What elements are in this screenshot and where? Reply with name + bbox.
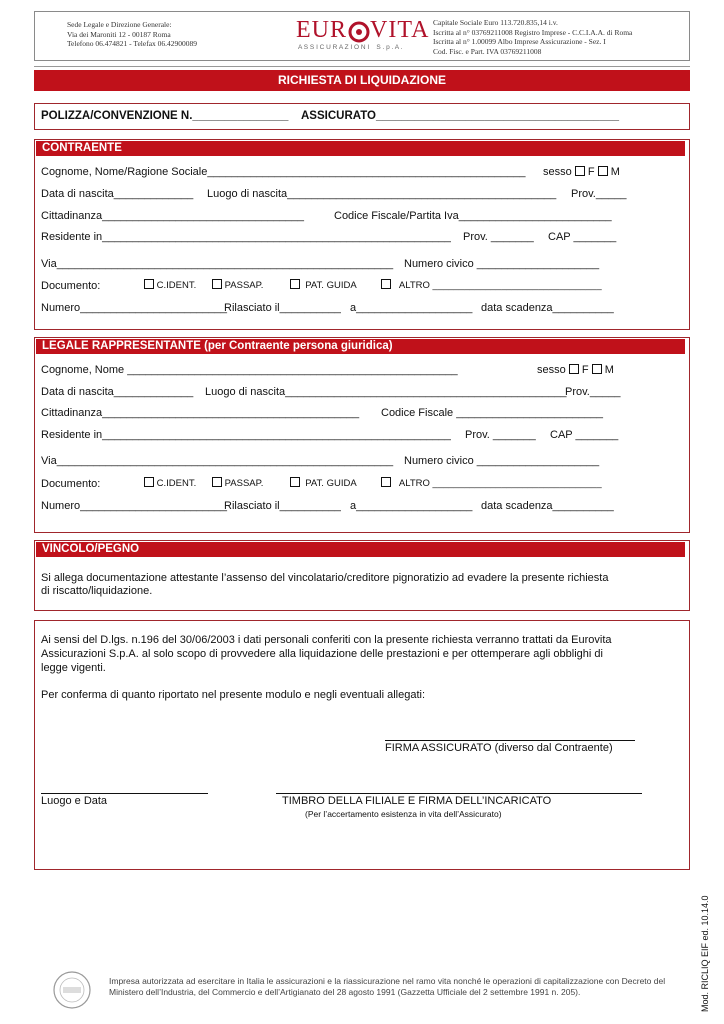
- footer-text-2: Ministero dell’Industria, del Commercio e dell’Artigianato del 28 agosto 1991 (Gazzetta Ufficiale del 2 settembre 1991 n. 205).: [109, 987, 581, 997]
- doc-lic-label: PAT. GUIDA: [305, 478, 357, 489]
- contraente-sex: [543, 166, 620, 178]
- doc-id-checkbox[interactable]: [144, 279, 154, 289]
- ania-seal-icon: [52, 970, 92, 1010]
- place-date-label: Luogo e Data: [41, 795, 108, 807]
- doc-other-checkbox[interactable]: [381, 477, 391, 487]
- legale-birthdate-field[interactable]: Data di nascita_____________: [41, 386, 194, 398]
- contraente-street-field[interactable]: Via_______________________________________________________: [41, 258, 394, 270]
- legale-citizenship-field[interactable]: Cittadinanza__________________________________________: [41, 407, 360, 419]
- doc-other-option[interactable]: [381, 279, 602, 291]
- doc-id-checkbox[interactable]: [144, 477, 154, 487]
- privacy-confirm: Per conferma di quanto riportato nel presente modulo e negli eventuali allegati:: [41, 689, 426, 701]
- contraente-citizenship-field[interactable]: Cittadinanza_________________________________: [41, 210, 305, 222]
- office-title: Sede Legale e Direzione Generale:: [67, 20, 172, 29]
- insured-field[interactable]: ASSICURATO______________________________________: [301, 110, 620, 122]
- sex-m-checkbox[interactable]: [592, 364, 602, 374]
- insured-signature-line[interactable]: [385, 740, 635, 741]
- header-divider: [34, 66, 690, 67]
- policy-number-field[interactable]: POLIZZA/CONVENZIONE N._______________: [41, 110, 289, 122]
- legale-taxcode-field[interactable]: Codice Fiscale ________________________: [381, 407, 604, 419]
- legale-residence-field[interactable]: Residente in_________________________________________________________: [41, 429, 451, 441]
- reg-capital: Capitale Sociale Euro 113.720.835,14 i.v.: [433, 18, 558, 27]
- logo-subtitle: A S S I C U R A Z I O N I S . p . A .: [298, 44, 403, 51]
- contraente-name-field[interactable]: Cognome, Nome/Ragione Sociale____________________________________________________: [41, 166, 526, 178]
- legale-heading: LEGALE RAPPRESENTANTE (per Contraente persona giuridica): [36, 339, 685, 354]
- contraente-birthdate-field[interactable]: Data di nascita_____________: [41, 188, 194, 200]
- legale-name-field[interactable]: Cognome, Nome ______________________________________________________: [41, 364, 458, 376]
- vincolo-text-1: Si allega documentazione attestante l’assenso del vincolatario/creditore pignoratizio ad evadere la presente richiesta: [41, 572, 609, 584]
- contraente-issued-field[interactable]: Rilasciato il__________: [224, 302, 341, 314]
- legale-sex: [537, 364, 614, 376]
- contraente-birthplace-field[interactable]: Luogo di nascita____________________________________________: [207, 188, 557, 200]
- contraente-issued-at-field[interactable]: a___________________: [350, 302, 473, 314]
- contraente-document-row: [41, 280, 100, 292]
- contraente-residence-field[interactable]: Residente in_________________________________________________________: [41, 231, 451, 243]
- logo-emblem-icon: [348, 21, 370, 43]
- doc-lic-label: PAT. GUIDA: [305, 280, 357, 291]
- doc-other-label: ALTRO ________________________________: [398, 478, 602, 489]
- sex-label: sesso: [537, 364, 566, 376]
- sex-label: sesso: [543, 166, 572, 178]
- doc-pass-option[interactable]: [212, 279, 263, 291]
- contraente-taxcode-field[interactable]: Codice Fiscale/Partita Iva_________________________: [334, 210, 612, 222]
- eurovita-logo: [296, 17, 430, 55]
- legale-doc-number-field[interactable]: Numero________________________: [41, 500, 227, 512]
- footer-text-1: Impresa autorizzata ad esercitare in Italia le assicurazioni e la riassicurazione nel ramo vita nonché le operazioni di capitalizzazione con Decreto del: [109, 976, 666, 986]
- document-label: Documento:: [41, 478, 101, 490]
- sex-f-label: F: [587, 166, 595, 178]
- page-title: [34, 70, 690, 91]
- reg-albo: Iscritta al n° 1.00099 Albo Imprese Assicurazione - Sez. I: [433, 37, 606, 46]
- privacy-text-3: legge vigenti.: [41, 662, 106, 674]
- legale-issued-at-field[interactable]: a___________________: [350, 500, 473, 512]
- legale-document-row: [41, 478, 100, 490]
- contraente-birth-prov-field[interactable]: Prov._____: [571, 188, 627, 200]
- insured-signature-label: FIRMA ASSICURATO (diverso dal Contraente): [385, 742, 613, 754]
- sex-m-label: M: [610, 166, 620, 178]
- legale-street-field[interactable]: Via_______________________________________________________: [41, 455, 394, 467]
- doc-lic-option[interactable]: [290, 477, 357, 489]
- sex-m-checkbox[interactable]: [598, 166, 608, 176]
- logo-text-left: EUR: [296, 17, 347, 43]
- doc-pass-checkbox[interactable]: [212, 279, 222, 289]
- office-phone: Telefono 06.474821 - Telefax 06.42900089: [67, 39, 198, 48]
- legale-civic-field[interactable]: Numero civico ____________________: [404, 455, 600, 467]
- doc-lic-checkbox[interactable]: [290, 477, 300, 487]
- contraente-cap-field[interactable]: CAP _______: [548, 231, 617, 243]
- stamp-signature-label: TIMBRO DELLA FILIALE E FIRMA DELL’INCARICATO: [282, 795, 552, 807]
- doc-lic-option[interactable]: [290, 279, 357, 291]
- doc-pass-checkbox[interactable]: [212, 477, 222, 487]
- doc-pass-option[interactable]: [212, 477, 263, 489]
- legale-issued-field[interactable]: Rilasciato il__________: [224, 500, 341, 512]
- legale-birthplace-field[interactable]: Luogo di nascita______________________________________________: [205, 386, 567, 398]
- office-address: Via dei Maroniti 12 - 00187 Roma: [67, 29, 171, 39]
- doc-other-label: ALTRO ________________________________: [398, 280, 602, 291]
- doc-pass-label: PASSAP.: [224, 280, 264, 291]
- legale-res-prov-field[interactable]: Prov. _______: [465, 429, 536, 441]
- doc-pass-label: PASSAP.: [224, 478, 264, 489]
- stamp-signature-note: (Per l’accertamento esistenza in vita dell’Assicurato): [305, 809, 502, 819]
- legale-cap-field[interactable]: CAP _______: [550, 429, 619, 441]
- vincolo-heading: VINCOLO/PEGNO: [36, 542, 685, 557]
- sex-f-checkbox[interactable]: [575, 166, 585, 176]
- registration-info: [433, 18, 632, 56]
- reg-registry: Iscritta al n° 03769211008 Registro Imprese - C.C.I.A.A. di Roma: [433, 27, 633, 37]
- form-code-text: Mod. RICLIQ EIF ed. 10.14.0: [700, 895, 710, 1012]
- stamp-signature-line[interactable]: [276, 793, 642, 794]
- reg-tax: Cod. Fisc. e Part. IVA 03769211008: [433, 46, 542, 56]
- document-label: Documento:: [41, 280, 101, 292]
- contraente-doc-number-field[interactable]: Numero________________________: [41, 302, 227, 314]
- contraente-expiry-field[interactable]: data scadenza__________: [481, 302, 614, 314]
- page-title-text: RICHIESTA DI LIQUIDAZIONE: [278, 73, 446, 87]
- logo-text-right: VITA: [370, 17, 430, 43]
- legale-expiry-field[interactable]: data scadenza__________: [481, 500, 614, 512]
- place-date-line[interactable]: [41, 793, 208, 794]
- doc-id-label: C.IDENT.: [156, 478, 197, 489]
- office-info: [67, 20, 197, 49]
- doc-id-label: C.IDENT.: [156, 280, 197, 291]
- sex-f-label: F: [581, 364, 589, 376]
- contraente-res-prov-field[interactable]: Prov. _______: [463, 231, 534, 243]
- doc-lic-checkbox[interactable]: [290, 279, 300, 289]
- privacy-text-1: Ai sensi del D.lgs. n.196 del 30/06/2003 i dati personali conferiti con la presente richiesta verranno trattati da Eurovita: [41, 634, 612, 646]
- legale-birth-prov-field[interactable]: Prov._____: [565, 386, 621, 398]
- contraente-heading: CONTRAENTE: [36, 141, 685, 156]
- vincolo-text-2: di riscatto/liquidazione.: [41, 585, 153, 597]
- doc-id-option[interactable]: [144, 279, 196, 291]
- sex-m-label: M: [604, 364, 614, 376]
- contraente-civic-field[interactable]: Numero civico ____________________: [404, 258, 600, 270]
- privacy-text-2: Assicurazioni S.p.A. al solo scopo di provvedere alla liquidazione delle prestazioni e per ottemperare agli obblighi di: [41, 648, 603, 660]
- doc-id-option[interactable]: [144, 477, 196, 489]
- sex-f-checkbox[interactable]: [569, 364, 579, 374]
- doc-other-option[interactable]: [381, 477, 602, 489]
- doc-other-checkbox[interactable]: [381, 279, 391, 289]
- form-code: [700, 895, 710, 1012]
